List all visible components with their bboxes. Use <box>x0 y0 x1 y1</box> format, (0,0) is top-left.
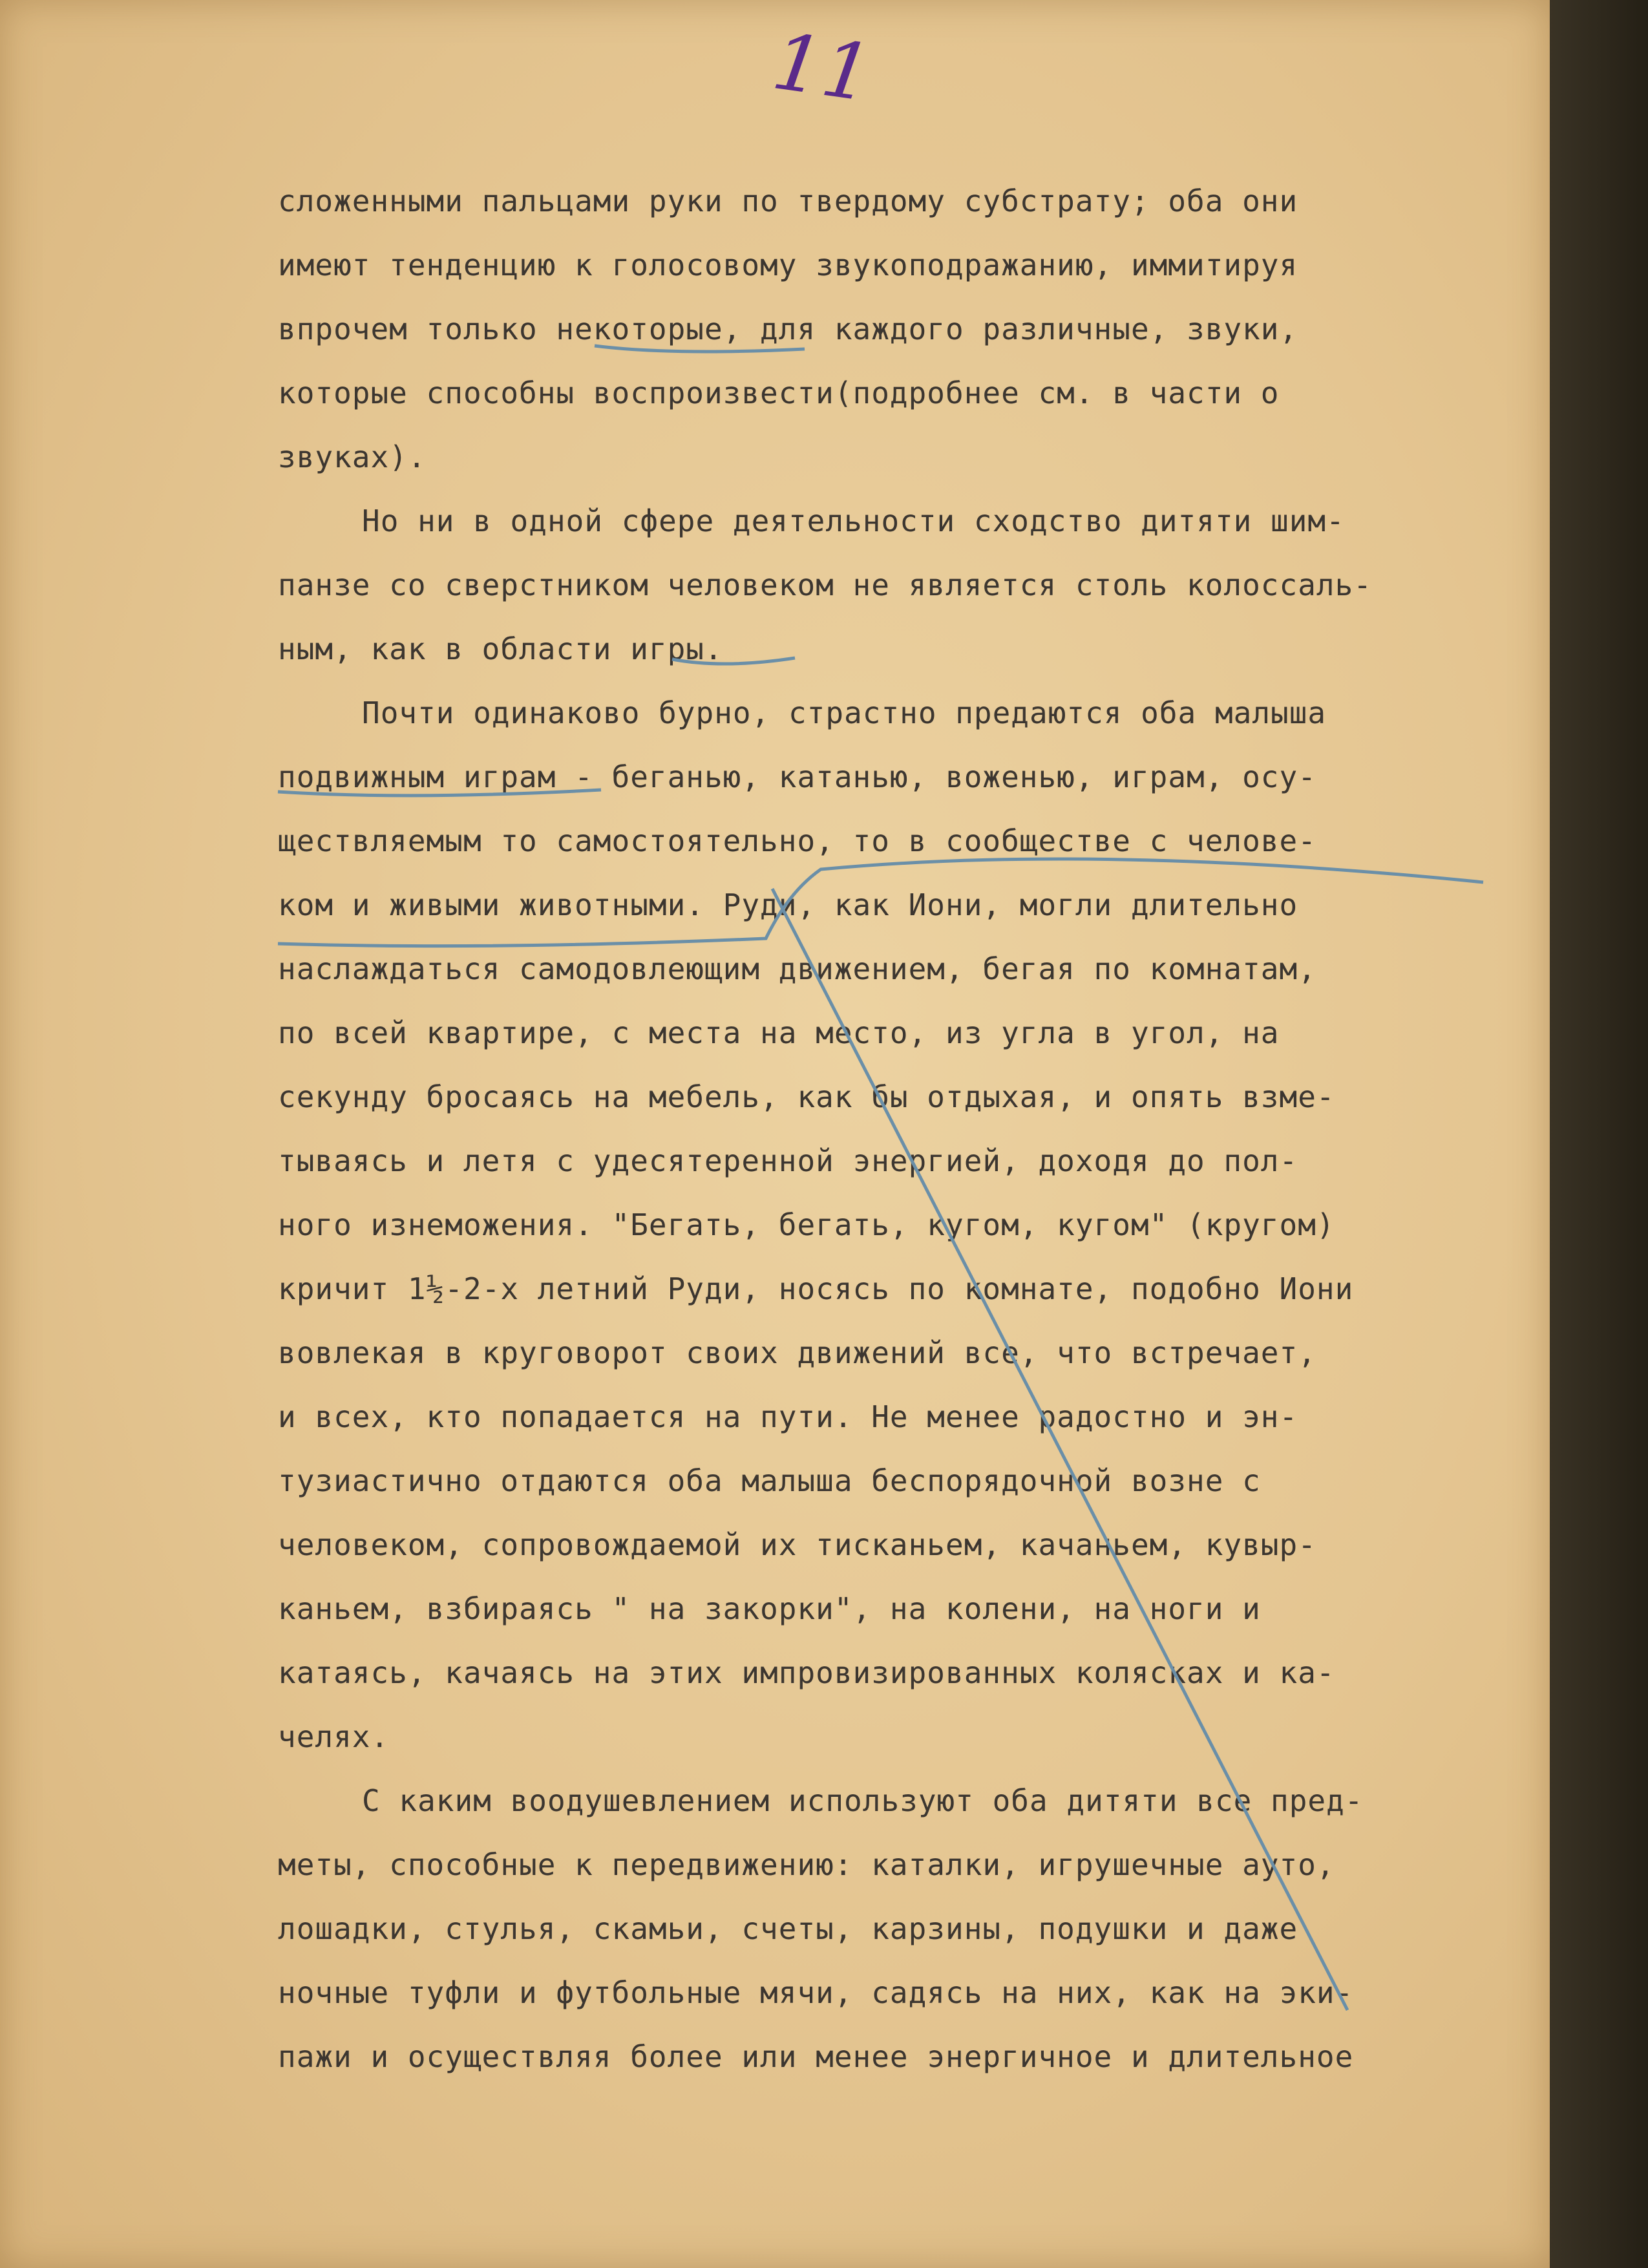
text-line: кричит 1½-2-х летний Руди, носясь по комнате, подобно Иони <box>278 1271 1354 1306</box>
text-line: впрочем только некоторые, для каждого различные, звуки, <box>278 312 1298 346</box>
text-line: звуках). <box>278 440 427 474</box>
text-line: имеют тенденцию к голосовому звукоподражанию, иммитируя <box>278 248 1298 282</box>
scan-edge <box>1550 0 1648 2268</box>
text-line: меты, способные к передвижению: каталки, игрушечные ауто, <box>278 1847 1335 1882</box>
text-line: пажи и осуществляя более или менее энергичное и длительное <box>278 2039 1354 2074</box>
paragraph-start-line: Но ни в одной сфере деятельности сходство дитяти шим- <box>362 503 1345 538</box>
paragraph-start-line: С каким воодушевлением используют оба дитяти все пред- <box>362 1783 1364 1818</box>
text-line: каньем, взбираясь " на закорки", на колени, на ноги и <box>278 1591 1261 1626</box>
text-line: ночные туфли и футбольные мячи, садясь на них, как на эки- <box>278 1975 1354 2010</box>
text-line: лошадки, стулья, скамьи, счеты, карзины, подушки и даже <box>278 1911 1298 1946</box>
text-line: ным, как в области игры. <box>278 631 723 666</box>
text-line: секунду бросаясь на мебель, как бы отдыхая, и опять взме- <box>278 1079 1335 1114</box>
text-line: вовлекая в круговорот своих движений все, что встречает, <box>278 1335 1316 1370</box>
typewritten-text <box>278 169 1506 2089</box>
text-line: сложенными пальцами руки по твердому субстрату; оба они <box>278 184 1298 218</box>
text-line: ного изнеможения. "Бегать, бегать, кугом, кугом" (кругом) <box>278 1207 1335 1242</box>
text-line: и всех, кто попадается на пути. Не менее радостно и эн- <box>278 1399 1298 1434</box>
text-line: тузиастично отдаются оба малыша беспорядочной возне с <box>278 1463 1261 1498</box>
text-line: тываясь и летя с удесятеренной энергией, доходя до пол- <box>278 1143 1298 1178</box>
paragraph-start-line: Почти одинаково бурно, страстно предаются оба малыша <box>362 695 1327 730</box>
text-line: которые способны воспроизвести(подробнее см. в части о <box>278 376 1280 410</box>
text-line: челях. <box>278 1719 390 1754</box>
page-number: 11 <box>767 17 878 120</box>
text-line: ществляемым то самостоятельно, то в сообществе с челове- <box>278 823 1316 858</box>
text-line: наслаждаться самодовлеющим движением, бегая по комнатам, <box>278 951 1316 986</box>
text-line: катаясь, качаясь на этих импровизированных колясках и ка- <box>278 1655 1335 1690</box>
text-line: панзе со сверстником человеком не является столь колоссаль- <box>278 567 1372 602</box>
text-line: подвижным играм - беганью, катанью, воженью, играм, осу- <box>278 759 1316 794</box>
text-line: ком и живыми животными. Руди, как Иони, могли длительно <box>278 887 1298 922</box>
text-line: по всей квартире, с места на место, из угла в угол, на <box>278 1015 1280 1050</box>
text-line: человеком, сопровождаемой их тисканьем, качаньем, кувыр- <box>278 1527 1316 1562</box>
